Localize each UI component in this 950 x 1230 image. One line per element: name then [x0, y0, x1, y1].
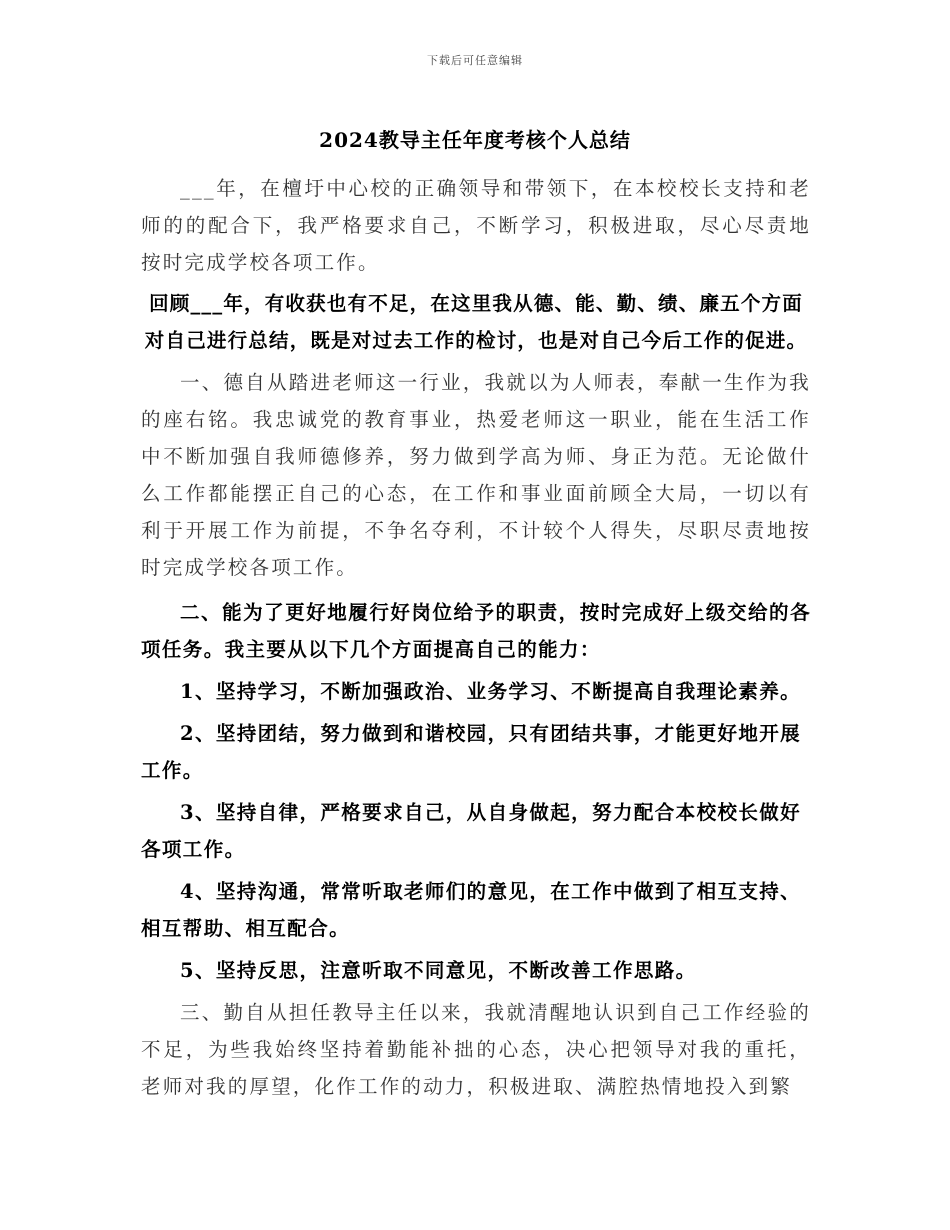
review-paragraph: 回顾___年，有收获也有不足，在这里我从德、能、勤、绩、廉五个方面对自己进行总结，既是对过去工作的检讨，也是对自己今后工作的促进。 — [144, 292, 808, 352]
document-title: 2024教导主任年度考核个人总结 — [319, 128, 631, 152]
list-item: 4、坚持沟通，常常听取老师们的意见，在工作中做到了相互支持、相互帮助、相互配合。 — [141, 880, 802, 940]
list-item: 1、坚持学习，不断加强政治、业务学习、不断提高自我理论素养。 — [180, 680, 802, 703]
list-item: 5、坚持反思，注意听取不同意见，不断改善工作思路。 — [180, 959, 697, 982]
document-body — [141, 170, 811, 1105]
section-2-paragraph: 二、能为了更好地履行好岗位给予的职责，按时完成好上级交给的各项任务。我主要从以下几个方面提高自己的能力： — [141, 601, 811, 661]
page-header-note: 下载后可任意编辑 — [427, 54, 523, 67]
list-item: 3、坚持自律，严格要求自己，从自身做起，努力配合本校校长做好各项工作。 — [141, 801, 802, 861]
intro-paragraph: ___年，在檀圩中心校的正确领导和带领下，在本校校长支持和老师的的配合下，我严格要求自己，不断学习，积极进取，尽心尽责地按时完成学校各项工作。 — [141, 177, 811, 274]
section-3-paragraph: 三、勤自从担任教导主任以来，我就清醒地认识到自己工作经验的不足，为些我始终坚持着勤能补拙的心态，决心把领导对我的重托，老师对我的厚望，化作工作的动力，积极进取、满腔热情地投入到繁 — [141, 1001, 811, 1098]
section-1-paragraph: 一、德自从踏进老师这一行业，我就以为人师表，奉献一生作为我的座右铭。我忠诚党的教育事业，热爱老师这一职业，能在生活工作中不断加强自我师德修养，努力做到学高为师、身正为范。无论做什么工作都能摆正自己的心态，在工作和事业面前顾全大局，一切以有利于开展工作为前提，不争名夺利，不计较个人得失，尽职尽责地按时完成学校各项工作。 — [141, 371, 811, 579]
list-item: 2、坚持团结，努力做到和谐校园，只有团结共事，才能更好地开展工作。 — [141, 722, 802, 782]
